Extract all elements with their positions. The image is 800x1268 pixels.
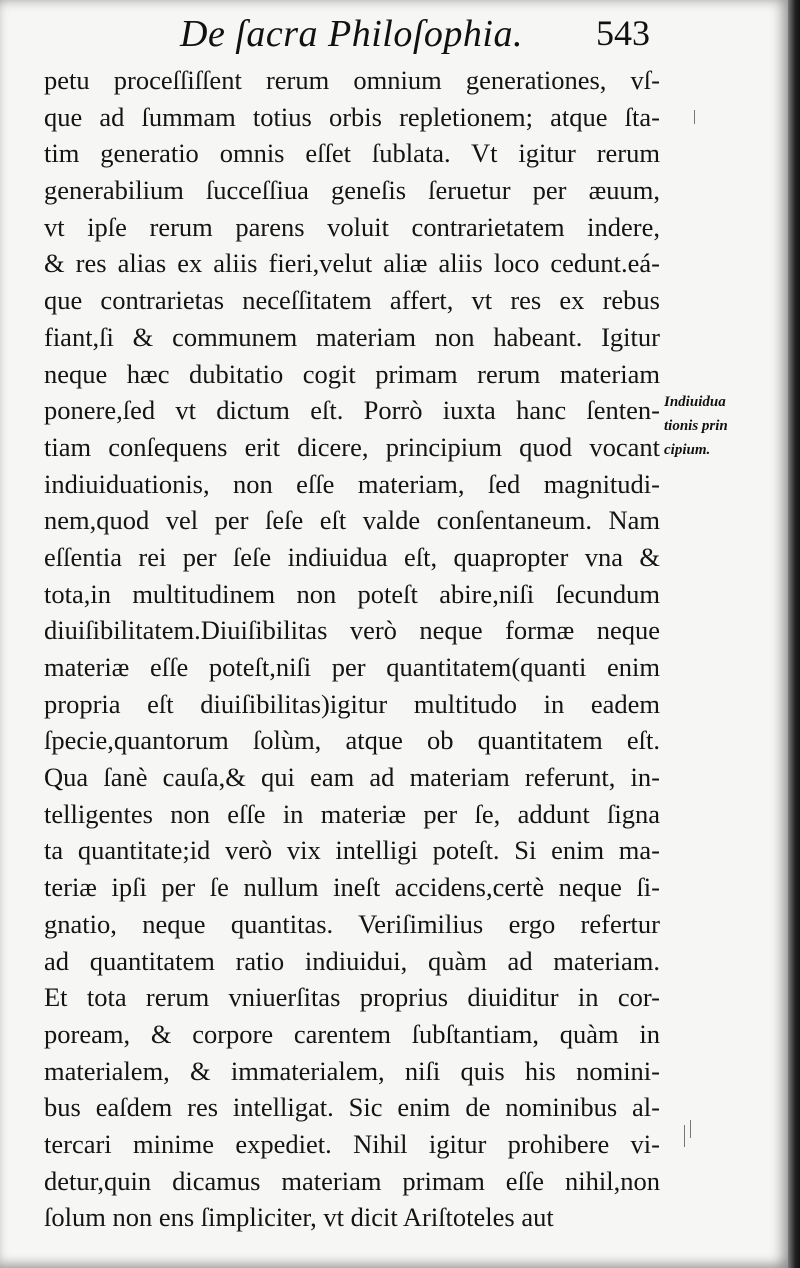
text-line: tim generatio omnis eſſet ſublata. Vt igitur rerum xyxy=(44,138,660,169)
book-spine-edge xyxy=(788,0,800,1268)
text-line: poream, & corpore carentem ſubſtantiam, quàm in xyxy=(44,1018,660,1049)
text-line: propria eſt diuiſibilitas)igitur multitudo in eadem xyxy=(44,688,660,719)
text-line: nem,quod vel per ſeſe eſt valde conſentaneum. Nam xyxy=(44,505,660,536)
text-line: ad quantitatem ratio indiuidui, quàm ad materiam. xyxy=(44,945,660,976)
text-line: diuiſibilitatem.Diuiſibilitas verò neque formæ neque xyxy=(44,615,660,646)
margin-mark xyxy=(690,1120,691,1138)
text-line: generabilium ſucceſſiua geneſis ſeruetur per æuum, xyxy=(44,175,660,206)
text-line: ſolum non ens ſimpliciter, vt dicit Ariſtoteles aut xyxy=(44,1202,554,1233)
text-line: que ad ſummam totius orbis repletionem; atque ſta- xyxy=(44,101,660,132)
page-header xyxy=(180,10,650,60)
text-line: indiuiduationis, non eſſe materiam, ſed magnitudi- xyxy=(44,468,660,499)
text-line: ta quantitate;id verò vix intelligi poteſt. Si enim ma- xyxy=(44,835,660,866)
text-line: vt ipſe rerum parens voluit contrarietatem indere, xyxy=(44,211,660,242)
margin-note xyxy=(664,390,774,462)
text-line: Et tota rerum vniuerſitas proprius diuiditur in cor- xyxy=(44,982,660,1013)
page-number: 543 xyxy=(596,13,650,53)
text-line: eſſentia rei per ſeſe indiuidua eſt, quapropter vna & xyxy=(44,541,660,572)
text-line: ponere,ſed vt dictum eſt. Porrò iuxta hanc ſenten- xyxy=(44,395,660,426)
text-line: fiant,ſi & communem materiam non habeant. Igitur xyxy=(44,321,660,352)
text-line: & res alias ex aliis fieri,velut aliæ aliis loco cedunt.eá- xyxy=(44,248,660,279)
text-line: tercari minime expediet. Nihil igitur prohibere vi- xyxy=(44,1128,660,1159)
text-line: tiam conſequens erit dicere, principium quod vocant xyxy=(44,431,660,462)
text-line: bus eaſdem res intelligat. Sic enim de nominibus al- xyxy=(44,1092,660,1123)
running-title: De ſacra Philoſophia. xyxy=(180,13,523,55)
text-line: materialem, & immaterialem, niſi quis his nomini- xyxy=(44,1055,660,1086)
margin-mark xyxy=(684,1125,685,1147)
text-line: petu proceſſiſſent rerum omnium generationes, vſ- xyxy=(44,65,660,95)
margin-note-line: tionis prin xyxy=(664,418,728,434)
text-line: materiæ eſſe poteſt,niſi per quantitatem(quanti enim xyxy=(44,652,660,682)
margin-note-line: Indiuidua xyxy=(664,394,726,410)
body-text xyxy=(44,62,660,1236)
text-line: ſpecie,quantorum ſolùm, atque ob quantitatem eſt. xyxy=(44,725,660,756)
margin-note-line: cipium. xyxy=(664,442,711,458)
text-line: gnatio, neque quantitas. Veriſimilius ergo refertur xyxy=(44,908,660,939)
text-line: detur,quin dicamus materiam primam eſſe nihil,non xyxy=(44,1165,660,1196)
text-line: teriæ ipſi per ſe nullum ineſt accidens,certè neque ſi- xyxy=(44,872,660,903)
text-line: telligentes non eſſe in materiæ per ſe, addunt ſigna xyxy=(44,798,660,829)
text-line: Qua ſanè cauſa,& qui eam ad materiam referunt, in- xyxy=(44,762,660,793)
text-line: tota,in multitudinem non poteſt abire,niſi ſecundum xyxy=(44,578,660,609)
text-line: neque hæc dubitatio cogit primam rerum materiam xyxy=(44,358,660,389)
text-line: que contrarietas neceſſitatem affert, vt res ex rebus xyxy=(44,285,660,316)
margin-mark xyxy=(694,110,695,124)
